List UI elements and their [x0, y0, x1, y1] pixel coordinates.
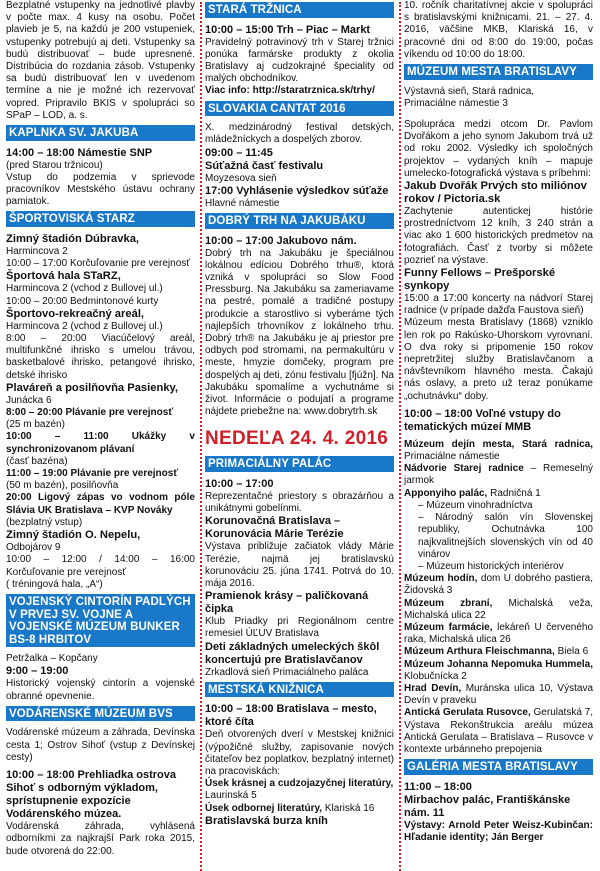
- venue-name: Športovo-rekreačný areál,: [6, 307, 145, 320]
- museum-name: Antická Gerulata Rusovce,: [404, 707, 531, 719]
- event-description: Historický vojenský cintorín a vojenské obranné opevnenie.: [6, 678, 195, 702]
- exhibition-title: Deti základných umeleckých škôl koncertujú pre Bratislavčanov: [205, 640, 380, 666]
- exhibition-description: Zrkadlová sieň Primaciálneho paláca: [205, 666, 369, 678]
- section-heading-vodarenske: VODÁRENSKÉ MÚZEUM BVS: [6, 706, 195, 722]
- section-heading-kaplnka: KAPLNKA SV. JAKUBA: [6, 125, 195, 141]
- museum-address: – Remeselný jarmok: [404, 463, 594, 487]
- museum-name: Múzeum Johanna Nepomuka Hummela,: [404, 658, 593, 670]
- museum-address: Gerulatská 7, Výstava Rekonštrukcia areálu múzea Antická Gerulata – Bratislava – Rusovce v kontexte urbánneho prepojenia: [404, 707, 594, 755]
- event-place: Hlavné námestie: [205, 197, 280, 209]
- event-detail: ( tréningová hala, „A“): [6, 578, 103, 590]
- branch-name: Úsek odbornej literatúry,: [205, 802, 323, 814]
- event-time: 10:00 – 18:00 Voľné vstupy do tematických múzeí MMB: [404, 407, 561, 433]
- museum-name: Múzeum Arthura Fleischmanna,: [404, 646, 555, 658]
- museum-address: Michalská veža, Michalská ulica 22: [404, 597, 593, 621]
- section-heading-primacialny: PRIMACIÁLNY PALÁC: [205, 456, 394, 472]
- event-time: 14:00 – 18:00 Námestie SNP: [6, 146, 153, 159]
- venue-address: Harmincova 2 (vchod z Bullovej ul.): [6, 320, 163, 332]
- event-time: 11:00 – 18:00: [404, 780, 472, 793]
- event-place: (pred Starou tržnicou): [6, 159, 103, 171]
- museum-address: Biela 6: [557, 646, 589, 658]
- museum-name: Múzeum zbraní,: [404, 597, 493, 609]
- museum-name: Múzeum farmácie,: [404, 621, 493, 633]
- event-place: Petržalka – Kopčany: [6, 653, 98, 665]
- section-heading-trznica: STARÁ TRŽNICA: [205, 2, 394, 18]
- event-time: 10:00 – 15:00 Trh – Piac – Markt: [205, 23, 371, 36]
- museum-address: Radničná 1: [490, 487, 541, 499]
- museum-subitem: – Národný salón vín Slovenskej republiky, Ochutnávka 100 najkvalitnejších slovenských vín od 40 vinárov: [418, 512, 593, 560]
- exhibition-title: Korunovačná Bratislava – Korunovácia Márie Terézie: [205, 515, 344, 541]
- museum-name: Múzeum dejín mesta, Stará radnica,: [404, 438, 593, 450]
- venue-address: Junácka 6: [6, 394, 52, 406]
- section-heading-kniznica: MESTSKÁ KNIŽNICA: [205, 682, 394, 698]
- event-place: Výstavná sieň, Stará radnica,: [404, 85, 535, 97]
- event-time: 20:00 Ligový zápas vo vodnom póle Slávia UK Bratislava – KVP Nováky: [6, 492, 195, 516]
- event-description: Vodárenská záhrada, vyhlásená odborníkmi za najkrajší Park roka 2015, bude otvorená do 22:00.: [6, 821, 195, 857]
- event-time: 10:00 – 12:00 / 14:00 – 16:00 Korčuľovanie pre verejnosť: [6, 554, 195, 578]
- exhibition-description: Klub Priadky pri Regionálnom centre remesiel ÚĽUV Bratislava: [205, 616, 394, 640]
- event-description: Zachytenie autentickej histórie prostredníctvom 12 kníh, 3 240 strán a viac ako 1 600 historických predmetov na fotografiách. Časť z tvorby si môžete pozrieť na výstave.: [404, 206, 593, 266]
- event-time: 9:00 – 19:00: [6, 665, 69, 678]
- museum-address: Primaciálne námestie: [404, 451, 500, 463]
- event-time: 17:00 Vyhlásenie výsledkov súťaže: [205, 184, 389, 197]
- event-title: Súťažná časť festivalu: [205, 159, 324, 172]
- section-heading-cantat: SLOVAKIA CANTAT 2016: [205, 101, 394, 117]
- column-1: [6, 0, 195, 858]
- date-heading: NEDEĽA 24. 4. 2016: [205, 428, 389, 450]
- museum-subitem: – Múzeum vinohradníctva: [418, 499, 533, 511]
- event-place: Mirbachov palác, Františkánske nám. 11: [404, 793, 571, 819]
- event-description: Spolupráca medzi otcom Dr. Pavlom Dvořákom a jeho synom Jakubom trvá už od roku 2002. Výsledky ich spoločných projektov – vydaných kníh – mapuje umelecko-fotografická výstava s príbehmi:: [404, 119, 593, 179]
- section-heading-galeria: GALÉRIA MESTA BRATISLAVY: [404, 759, 593, 775]
- event-detail: (50 m bazén), posilňovňa: [6, 480, 119, 492]
- exhibition-title: Pramienok krásy – paličkovaná čipka: [205, 590, 369, 616]
- event-place: Primaciálne námestie 3: [404, 97, 508, 109]
- museum-name: Múzeum hodín,: [404, 573, 478, 585]
- event-time: 10:00 – 18:00 Bratislava – mesto, ktoré číta: [205, 703, 377, 729]
- event-time: 10:00 – 20:00 Bedmintonové kurty: [6, 295, 159, 307]
- museum-subitem: – Múzeum historických interiérov: [418, 560, 564, 572]
- venue-address: Odbojárov 9: [6, 542, 61, 554]
- event-time: 11:00 – 19:00 Plávanie pre verejnosť: [6, 468, 179, 480]
- intro-text: 10. ročník charitatívnej akcie v spolupráci s bratislavskými knižnicami. 21. – 27. 4. 2016, väčšine MKB, Klariská 16, v pracovné dni od 8:00 do 19:00, počas víkendu od 10:00 do 18:00.: [404, 0, 593, 60]
- info-link[interactable]: Viac info: http://staratrznica.sk/trhy/: [205, 85, 375, 97]
- exhibition-title: Výstavy: Arnold Peter Weisz-Kubinčan: Hľadanie identity; Ján Berger: [404, 819, 593, 843]
- museum-address: Muránska ulica 10, Výstava Devín v praveku: [404, 682, 593, 707]
- event-description: Reprezentačné priestory s obrazárňou a unikátnymi gobelínmi.: [205, 491, 394, 515]
- venue-name: Zimný štadión O. Nepelu,: [6, 529, 141, 542]
- museum-address: dom U dobrého pastiera, Židovská 3: [404, 573, 593, 597]
- column-3: [404, 0, 593, 844]
- venue-address: Harmincova 2: [6, 246, 68, 258]
- event-time: 10:00 – 11:00 Ukážky v synchronizovanom plávaní: [6, 431, 195, 455]
- event-description: 15:00 a 17:00 koncerty na nádvorí Starej radnice (v prípade dažďa Faustova sieň): [404, 293, 593, 317]
- exhibition-title: Jakub Dvořák Prvých sto miliónov rokov / Pictoria.sk: [404, 180, 587, 206]
- museum-name: Nádvorie Starej radnice: [404, 463, 524, 475]
- event-time: 10:00 – 17:00 Jakubovo nám.: [205, 234, 357, 247]
- intro-text: Bezplatné vstupenky na jednotlivé plavby v počte max. 4 kusy na osobu. Počet plavieb je 5, na každú je 200 vstupeniek, vstupenky potrebujú aj deti. Vstupenky sa budú distribuovať – bude upresnené. Distribúcia do rozdania zásob. Vstupenky sa budú distribuovať len v uvedenom termíne a nie je možné ich rezervovať vopred. Pripravilo BKIS v spolupráci so SPaP – LOD, a. s.: [6, 0, 195, 121]
- exhibition-description: Výstava približuje začiatok vlády Márie Terézie, najmä jej bratislavskú korunováciu 25. júna 1741. Potrvá do 10. mája 2016.: [205, 541, 394, 590]
- venue-name: Športová hala STaRZ,: [6, 270, 121, 283]
- venue-name: Zimný štadión Dúbravka,: [6, 233, 140, 246]
- event-time: 10:00 – 17:00 Korčuľovanie pre verejnosť: [6, 258, 191, 270]
- branch-address: Laurinská 5: [205, 790, 257, 802]
- museum-name: Apponyiho palác,: [404, 487, 488, 499]
- branch-name: Úsek krásnej a cudzojazyčnej literatúry,: [205, 778, 394, 790]
- event-detail: (bezplatný vstup): [6, 516, 83, 528]
- section-heading-dobrytrh: DOBRÝ TRH NA JAKUBÁKU: [205, 213, 394, 229]
- event-description: Múzeum mesta Bratislavy (1868) vzniklo len rok po Rakúsko-Uhorskom vyrovnaní. O dva roky si pripomenie 150 rokov nepretržitej služby Bratislavčanom a návštevníkom hlavného mesta. Čakajú nás oslavy, a preto už teraz ponúkame „ochutnávku“ doby.: [404, 317, 593, 402]
- exhibition-title: Funny Fellows – Prešporské synkopy: [404, 267, 556, 293]
- museum-address: lekáreň U červeného raka, Michalská ulica 26: [404, 621, 594, 646]
- column-separator: [200, 2, 202, 871]
- column-2: [205, 0, 394, 828]
- event-place: Moyzesova sieň: [205, 172, 277, 184]
- section-heading-sport: ŠPORTOVISKÁ STARZ: [6, 211, 195, 227]
- event-time: 09:00 – 11:45: [205, 146, 273, 159]
- event-time: 10:00 – 17:00: [205, 478, 274, 491]
- branch-address: Klariská 16: [324, 802, 375, 814]
- event-description: Dobrý trh na Jakubáku je špeciálnou lokálnou edíciou Dobrého trhu®, ktorá vzniká v spolupráci so Slow Food Pressburg. Na Jakubáku sa zameriavame na pestré, pomalé a tradičné postupy produkcie a starostlivo si vyberáme tých najlepších trhovníkov z lokálneho trhu. Dobrý trh® na Jakubáku je aj priestor pre odbych pod stromami, na permakultúru v meste, hmyzie domčeky, program pre dospelých aj deti, zónu festivalu [fjúžn]. Na Jakubáku spomalíme a vychutnáme si život. Informácie o podujatí a programe nájdete priebežne na: www.dobrytrh.sk: [205, 247, 394, 418]
- event-detail: (25 m bazén): [6, 419, 65, 431]
- event-detail: (časť bazéna): [6, 455, 68, 467]
- event-description: Pravidelný potravinový trh v Starej tržnici ponúka farmárske produkty z okolia Bratislavy aj cudzokrajné špeciality od malých obchodníkov.: [205, 36, 394, 85]
- museum-address: Klobučnícka 2: [404, 670, 467, 682]
- event-description: Vstup do podzemia v sprievode pracovníkov Mestského ústavu ochrany pamiatok.: [6, 171, 195, 208]
- venue-name: Plaváreň a posilňovňa Pasienky,: [6, 381, 179, 394]
- museum-name: Hrad Devín,: [404, 682, 462, 694]
- event-description: Deň otvorených dverí v Mestskej knižnici (výpožičné služby, zapisovanie nových čitateľov bez poplatkov, bezplatný internet) na pracoviskách:: [205, 729, 394, 778]
- branch-name: Bratislavská burza kníh: [205, 814, 328, 827]
- section-heading-cintorin: VOJENSKÝ CINTORÍN PADLÝCH V PRVEJ SV. VOJNE A VOJENSKÉ MÚZEUM BUNKER BS-8 HRBITOV: [6, 594, 195, 647]
- section-heading-muzeum: MÚZEUM MESTA BRATISLAVY: [404, 64, 593, 80]
- event-place: Vodárenské múzeum a záhrada, Devínska cesta 1; Ostrov Sihoť (vstup z Devínskej cesty): [6, 727, 195, 763]
- event-time: 8:00 – 20:00 Plávanie pre verejnosť: [6, 407, 174, 419]
- column-separator: [399, 2, 401, 871]
- event-time: 10:00 – 18:00 Prehliadka ostrova Sihoť s odborným výkladom, sprístupnenie expozície Vodárenského múzea.: [6, 769, 176, 821]
- venue-address: Harmincova 2 (vchod z Bullovej ul.): [6, 283, 163, 295]
- event-time: 8:00 – 20:00 Viacúčelový areál, multifunkčné ihrisko s umelou trávou, basketbalové ihrisko, petangové ihrisko, detské ihrisko: [6, 333, 195, 381]
- event-description: X. medzinárodný festival detských, mládežníckych a dospelých zborov.: [205, 122, 394, 146]
